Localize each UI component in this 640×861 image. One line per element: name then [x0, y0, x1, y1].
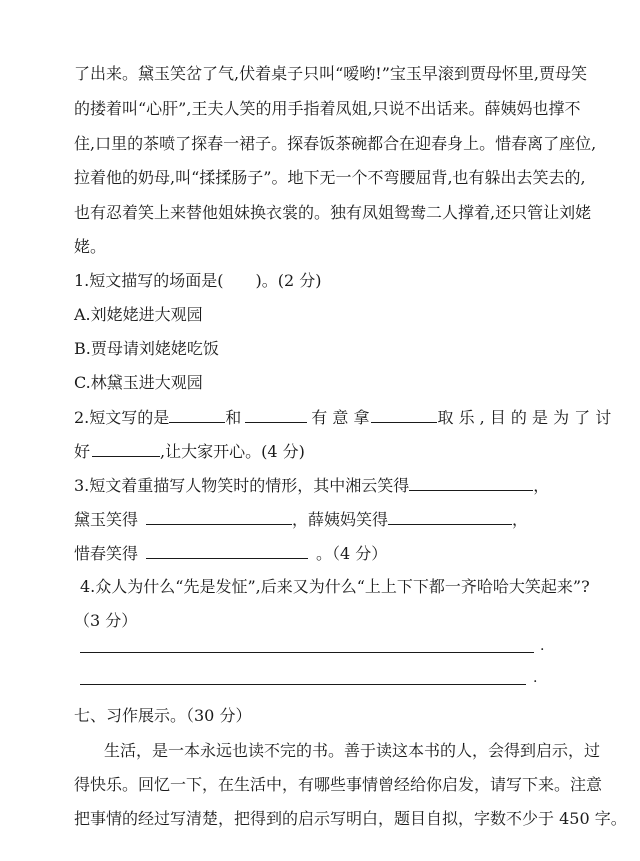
question-3-line-2	[74, 508, 528, 531]
answer-blank[interactable]	[371, 406, 437, 423]
question-1-option-c[interactable]: C.林黛玉进大观园	[74, 373, 203, 392]
question-1-option-a[interactable]: A.刘姥姥进大观园	[74, 305, 203, 324]
question-3-text: ，	[533, 476, 550, 495]
passage-line: 了出来。黛玉笑岔了气,伏着桌子只叫“嗳哟!”宝玉早滚到贾母怀里,贾母笑	[74, 64, 587, 83]
answer-blank[interactable]	[245, 406, 307, 423]
question-2-line-2	[74, 440, 305, 463]
question-2-line-1	[74, 406, 611, 429]
question-2-text: ,让大家开心。(4 分)	[160, 442, 305, 461]
passage-line: 姥。	[74, 237, 107, 256]
question-1-option-b[interactable]: B.贾母请刘姥姥吃饭	[74, 339, 219, 358]
question-3-text: 惜春笑得	[74, 544, 139, 563]
passage-line: 拉着他的奶母,叫“揉揉肠子”。地下无一个不弯腰屈背,也有躲出去笑去的,	[74, 168, 586, 187]
section-7-prompt-line: 得快乐。回忆一下，在生活中，有哪些事情曾经给你启发，请写下来。注意	[74, 775, 603, 794]
question-3-line-1	[74, 474, 549, 497]
question-3-text: ，薛姨妈笑得	[292, 510, 389, 529]
answer-blank[interactable]	[409, 474, 533, 491]
section-7-prompt-line: 生活，是一本永远也读不完的书。善于读这本书的人，会得到启示，过	[104, 741, 601, 760]
answer-line-dot: .	[533, 670, 538, 686]
answer-line[interactable]	[80, 652, 534, 653]
question-2-text: 取 乐 , 目 的 是 为 了 讨	[437, 408, 612, 427]
question-3-text: 3.短文着重描写人物笑时的情形，其中湘云笑得	[74, 476, 410, 495]
question-4-stem: 4.众人为什么“先是发怔”,后来又为什么“上上下下都一齐哈哈大笑起来”?	[80, 577, 590, 596]
section-7-prompt-line: 把事情的经过写清楚，把得到的启示写明白，题目自拟，字数不少于 450 字。	[74, 809, 627, 828]
answer-blank[interactable]	[388, 508, 512, 525]
question-4-points: （3 分）	[74, 611, 138, 630]
question-3-line-3	[74, 542, 387, 565]
answer-blank[interactable]	[92, 440, 160, 457]
passage-line: 的搂着叫“心肝”,王夫人笑的用手指着凤姐,只说不出话来。薛姨妈也撑不	[74, 99, 581, 118]
answer-blank[interactable]	[169, 406, 225, 423]
answer-line[interactable]	[80, 684, 526, 685]
answer-blank[interactable]	[146, 508, 292, 525]
question-3-text: ，	[512, 510, 529, 529]
question-3-text: 。（4 分）	[316, 544, 388, 563]
passage-line: 也有忍着笑上来替他姐妹换衣裳的。独有凤姐鸳鸯二人撑着,还只管让刘姥	[74, 203, 592, 222]
section-7-heading: 七、习作展示。（30 分）	[74, 706, 252, 725]
question-2-text: 有 意 拿	[311, 408, 370, 427]
question-2-text: 2.短文写的是	[74, 408, 170, 427]
question-2-text: 好	[74, 442, 91, 461]
question-2-text: 和	[225, 408, 242, 427]
passage-line: 住,口里的茶喷了探春一裙子。探春饭茶碗都合在迎春身上。惜春离了座位,	[74, 134, 597, 153]
answer-line-dot: .	[540, 638, 545, 654]
question-1-stem: 1.短文描写的场面是( )。(2 分)	[74, 271, 322, 290]
question-3-text: 黛玉笑得	[74, 510, 139, 529]
answer-blank[interactable]	[146, 542, 308, 559]
